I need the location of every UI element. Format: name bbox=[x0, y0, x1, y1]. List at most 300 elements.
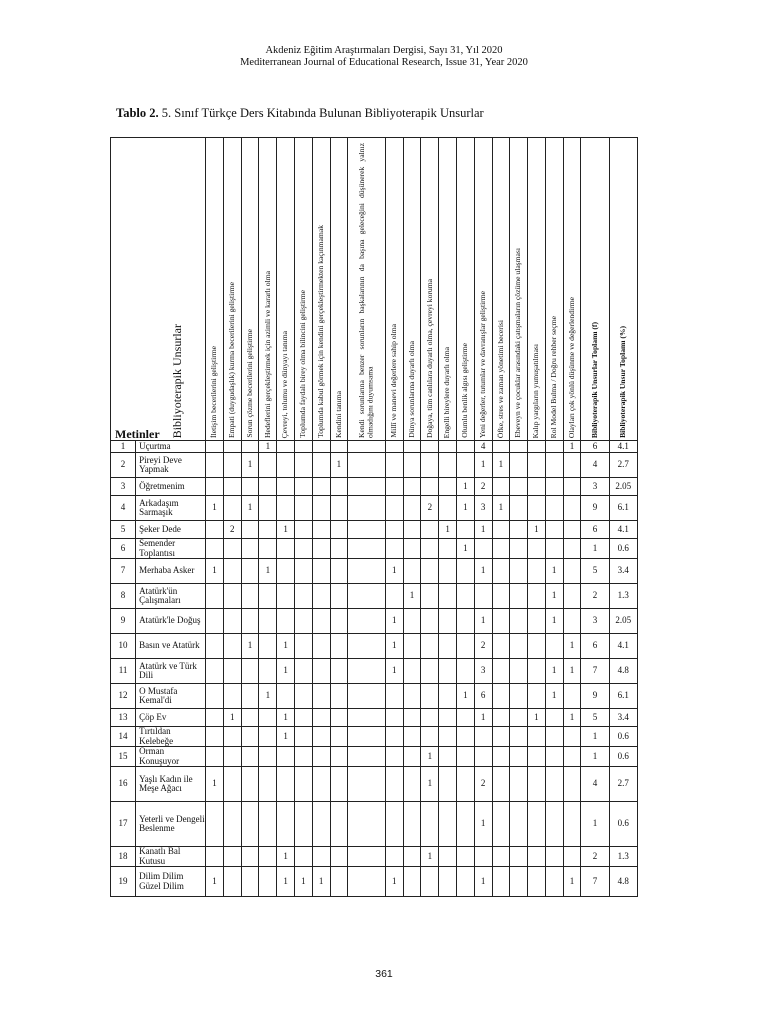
data-cell bbox=[385, 539, 403, 559]
data-cell bbox=[277, 767, 295, 802]
total-percent: 4.1 bbox=[609, 634, 637, 659]
table-row bbox=[111, 559, 638, 584]
column-header-4 bbox=[259, 138, 277, 441]
data-cell bbox=[294, 709, 312, 727]
column-header-label: Toplumda kabul görmek için kendini gerçekleştirmekten kaçınmamak bbox=[315, 225, 325, 438]
column-header-label: Dünya sorunlarına duyarlı olma bbox=[406, 341, 416, 438]
data-cell bbox=[330, 441, 348, 453]
data-cell bbox=[456, 453, 474, 478]
data-cell: 1 bbox=[563, 867, 581, 897]
data-cell bbox=[563, 727, 581, 747]
data-cell bbox=[456, 727, 474, 747]
data-cell bbox=[510, 847, 528, 867]
column-header-label: Kendi sorunlarına benzer sorunların başkalarının da başına geleceğini düşünerek yalnız olmadığını duyumsama bbox=[356, 143, 375, 438]
data-cell bbox=[456, 747, 474, 767]
data-cell bbox=[312, 709, 330, 727]
data-cell bbox=[277, 496, 295, 521]
data-cell bbox=[223, 496, 241, 521]
data-cell bbox=[439, 727, 457, 747]
data-cell: 1 bbox=[330, 453, 348, 478]
data-cell: 2 bbox=[421, 496, 439, 521]
column-header-label: Öfke, stres ve zaman yönetimi becerisi bbox=[495, 319, 505, 438]
data-cell bbox=[348, 767, 386, 802]
total-percent: 2.05 bbox=[609, 609, 637, 634]
data-cell bbox=[563, 539, 581, 559]
data-cell bbox=[348, 634, 386, 659]
column-header-13 bbox=[439, 138, 457, 441]
row-number: 11 bbox=[111, 659, 136, 684]
data-cell bbox=[223, 747, 241, 767]
data-cell bbox=[439, 441, 457, 453]
data-cell bbox=[348, 684, 386, 709]
data-cell: 1 bbox=[545, 659, 563, 684]
data-cell bbox=[510, 709, 528, 727]
text-title: Kanatlı Bal Kutusu bbox=[136, 847, 206, 867]
row-number: 13 bbox=[111, 709, 136, 727]
total-percent: 4.8 bbox=[609, 867, 637, 897]
data-cell bbox=[277, 441, 295, 453]
column-header-12 bbox=[421, 138, 439, 441]
data-cell bbox=[277, 684, 295, 709]
data-cell bbox=[277, 802, 295, 847]
data-cell bbox=[385, 847, 403, 867]
data-cell bbox=[510, 767, 528, 802]
column-header-label: Olumlu benlik algısı geliştirme bbox=[460, 343, 470, 438]
data-cell bbox=[545, 453, 563, 478]
column-header-label: Rol Model Bulma / Doğru rehber seçme bbox=[548, 315, 558, 438]
text-title: Uçurtma bbox=[136, 441, 206, 453]
data-cell bbox=[294, 659, 312, 684]
data-cell bbox=[456, 521, 474, 539]
data-cell bbox=[439, 684, 457, 709]
total-percent: 4.1 bbox=[609, 521, 637, 539]
data-cell bbox=[439, 559, 457, 584]
data-cell bbox=[277, 584, 295, 609]
data-cell: 1 bbox=[206, 559, 224, 584]
row-number: 2 bbox=[111, 453, 136, 478]
data-cell bbox=[241, 847, 259, 867]
column-header-21 bbox=[581, 138, 609, 441]
data-cell bbox=[456, 802, 474, 847]
data-cell bbox=[294, 441, 312, 453]
data-cell bbox=[206, 802, 224, 847]
total-percent: 4.8 bbox=[609, 659, 637, 684]
data-cell bbox=[223, 584, 241, 609]
data-cell: 1 bbox=[474, 559, 492, 584]
total-percent: 6.1 bbox=[609, 496, 637, 521]
data-cell: 1 bbox=[223, 709, 241, 727]
data-cell: 2 bbox=[223, 521, 241, 539]
data-cell bbox=[330, 847, 348, 867]
data-cell bbox=[294, 847, 312, 867]
data-cell bbox=[510, 453, 528, 478]
data-cell bbox=[223, 559, 241, 584]
data-cell bbox=[492, 802, 510, 847]
data-cell bbox=[241, 521, 259, 539]
total-percent: 0.6 bbox=[609, 539, 637, 559]
total-percent: 3.4 bbox=[609, 709, 637, 727]
column-header-3 bbox=[241, 138, 259, 441]
data-cell: 1 bbox=[563, 634, 581, 659]
data-cell bbox=[385, 802, 403, 847]
data-cell bbox=[545, 478, 563, 496]
data-cell: 1 bbox=[545, 684, 563, 709]
column-header-label: Toplumda faydalı birey olma bilincini geliştirme bbox=[298, 290, 308, 438]
data-cell bbox=[312, 747, 330, 767]
row-number: 12 bbox=[111, 684, 136, 709]
total-frequency: 6 bbox=[581, 441, 609, 453]
data-cell: 1 bbox=[563, 441, 581, 453]
data-cell bbox=[492, 727, 510, 747]
data-cell bbox=[385, 441, 403, 453]
data-cell bbox=[421, 867, 439, 897]
data-cell bbox=[563, 559, 581, 584]
data-cell bbox=[259, 867, 277, 897]
data-cell bbox=[348, 559, 386, 584]
data-cell bbox=[528, 684, 546, 709]
data-cell bbox=[439, 747, 457, 767]
data-cell bbox=[294, 747, 312, 767]
data-cell: 1 bbox=[421, 847, 439, 867]
data-cell bbox=[510, 684, 528, 709]
data-cell bbox=[403, 847, 421, 867]
data-cell: 1 bbox=[277, 847, 295, 867]
table-row bbox=[111, 634, 638, 659]
row-number: 19 bbox=[111, 867, 136, 897]
column-header-18 bbox=[528, 138, 546, 441]
row-number: 3 bbox=[111, 478, 136, 496]
data-cell bbox=[206, 727, 224, 747]
data-cell bbox=[474, 539, 492, 559]
data-cell bbox=[528, 634, 546, 659]
data-cell bbox=[510, 659, 528, 684]
column-header-22 bbox=[609, 138, 637, 441]
column-header-9 bbox=[348, 138, 386, 441]
data-cell bbox=[492, 478, 510, 496]
data-cell bbox=[563, 496, 581, 521]
row-header-label: Metinler bbox=[115, 426, 160, 441]
data-cell bbox=[439, 496, 457, 521]
data-cell bbox=[259, 584, 277, 609]
column-header-15 bbox=[474, 138, 492, 441]
data-cell: 1 bbox=[385, 609, 403, 634]
table-row bbox=[111, 847, 638, 867]
data-cell bbox=[330, 634, 348, 659]
data-cell: 1 bbox=[277, 867, 295, 897]
data-cell bbox=[421, 659, 439, 684]
data-cell bbox=[206, 478, 224, 496]
data-cell bbox=[385, 767, 403, 802]
data-cell bbox=[492, 521, 510, 539]
data-cell bbox=[330, 802, 348, 847]
bibliotherapy-table bbox=[110, 137, 638, 897]
data-cell bbox=[456, 634, 474, 659]
text-title: Atatürk'ün Çalışmaları bbox=[136, 584, 206, 609]
column-header-label: Doğaya, tüm canlılara duyarlı olma, çevreyi koruma bbox=[424, 279, 434, 438]
column-header-19 bbox=[545, 138, 563, 441]
data-cell bbox=[492, 709, 510, 727]
data-cell: 2 bbox=[474, 634, 492, 659]
data-cell bbox=[223, 847, 241, 867]
data-cell bbox=[421, 584, 439, 609]
data-cell bbox=[294, 496, 312, 521]
data-cell bbox=[259, 609, 277, 634]
data-cell bbox=[456, 767, 474, 802]
total-frequency: 1 bbox=[581, 802, 609, 847]
data-cell bbox=[403, 709, 421, 727]
data-cell bbox=[510, 609, 528, 634]
data-cell bbox=[421, 559, 439, 584]
data-cell bbox=[330, 709, 348, 727]
data-cell bbox=[492, 539, 510, 559]
data-cell bbox=[528, 609, 546, 634]
data-cell bbox=[456, 441, 474, 453]
total-frequency: 1 bbox=[581, 539, 609, 559]
column-header-16 bbox=[492, 138, 510, 441]
data-cell bbox=[259, 709, 277, 727]
data-cell bbox=[528, 496, 546, 521]
data-cell bbox=[456, 867, 474, 897]
data-cell bbox=[259, 747, 277, 767]
data-cell: 1 bbox=[206, 496, 224, 521]
data-cell bbox=[312, 847, 330, 867]
data-cell bbox=[563, 478, 581, 496]
data-cell bbox=[223, 453, 241, 478]
data-cell bbox=[348, 478, 386, 496]
data-cell bbox=[439, 453, 457, 478]
data-cell: 3 bbox=[474, 496, 492, 521]
data-cell bbox=[330, 609, 348, 634]
row-number: 16 bbox=[111, 767, 136, 802]
data-cell: 1 bbox=[545, 609, 563, 634]
data-cell bbox=[563, 767, 581, 802]
total-frequency: 6 bbox=[581, 521, 609, 539]
data-cell bbox=[348, 496, 386, 521]
column-header-5 bbox=[277, 138, 295, 441]
table-row bbox=[111, 802, 638, 847]
data-cell bbox=[403, 867, 421, 897]
text-title: Arkadaşım Sarmaşık bbox=[136, 496, 206, 521]
data-cell bbox=[223, 441, 241, 453]
data-cell bbox=[403, 634, 421, 659]
total-frequency: 1 bbox=[581, 727, 609, 747]
data-cell: 1 bbox=[277, 659, 295, 684]
text-title: Orman Konuşuyor bbox=[136, 747, 206, 767]
data-cell bbox=[206, 441, 224, 453]
text-title: Merhaba Asker bbox=[136, 559, 206, 584]
data-cell bbox=[241, 659, 259, 684]
total-percent: 2.7 bbox=[609, 453, 637, 478]
total-frequency: 6 bbox=[581, 634, 609, 659]
data-cell bbox=[277, 747, 295, 767]
data-cell: 1 bbox=[385, 634, 403, 659]
data-cell bbox=[294, 767, 312, 802]
data-cell bbox=[403, 453, 421, 478]
data-cell bbox=[312, 496, 330, 521]
data-cell bbox=[294, 521, 312, 539]
text-title: Öğretmenim bbox=[136, 478, 206, 496]
data-cell bbox=[330, 521, 348, 539]
data-cell bbox=[528, 747, 546, 767]
data-cell bbox=[348, 867, 386, 897]
column-header-6 bbox=[294, 138, 312, 441]
data-cell bbox=[492, 441, 510, 453]
data-cell bbox=[563, 684, 581, 709]
table-row bbox=[111, 767, 638, 802]
data-cell: 1 bbox=[474, 521, 492, 539]
total-percent: 0.6 bbox=[609, 747, 637, 767]
total-frequency: 9 bbox=[581, 496, 609, 521]
text-title: Tırtıldan Kelebeğe bbox=[136, 727, 206, 747]
data-cell: 1 bbox=[241, 453, 259, 478]
data-cell bbox=[241, 867, 259, 897]
data-cell bbox=[294, 727, 312, 747]
data-cell bbox=[439, 867, 457, 897]
row-number: 17 bbox=[111, 802, 136, 847]
text-title: Atatürk'le Doğuş bbox=[136, 609, 206, 634]
data-cell bbox=[545, 767, 563, 802]
data-cell bbox=[439, 584, 457, 609]
data-cell bbox=[528, 727, 546, 747]
data-cell: 1 bbox=[528, 709, 546, 727]
data-cell bbox=[277, 609, 295, 634]
data-cell: 1 bbox=[492, 453, 510, 478]
data-cell bbox=[545, 847, 563, 867]
data-cell bbox=[510, 478, 528, 496]
data-cell: 1 bbox=[277, 634, 295, 659]
data-cell bbox=[241, 767, 259, 802]
data-cell bbox=[545, 802, 563, 847]
data-cell bbox=[330, 767, 348, 802]
data-cell bbox=[456, 584, 474, 609]
data-cell: 1 bbox=[492, 496, 510, 521]
data-cell bbox=[439, 539, 457, 559]
data-cell bbox=[545, 521, 563, 539]
data-cell bbox=[492, 634, 510, 659]
row-number: 5 bbox=[111, 521, 136, 539]
data-cell bbox=[312, 453, 330, 478]
data-cell bbox=[421, 453, 439, 478]
data-cell bbox=[510, 584, 528, 609]
data-cell bbox=[330, 559, 348, 584]
column-header-14 bbox=[456, 138, 474, 441]
data-cell bbox=[206, 847, 224, 867]
data-cell bbox=[277, 559, 295, 584]
data-cell bbox=[385, 478, 403, 496]
data-cell bbox=[421, 539, 439, 559]
total-frequency: 1 bbox=[581, 747, 609, 767]
data-cell: 1 bbox=[528, 521, 546, 539]
data-cell bbox=[421, 521, 439, 539]
data-cell bbox=[421, 441, 439, 453]
corner-title: Bibliyoterapik Unsurlar bbox=[170, 323, 184, 438]
total-percent: 0.6 bbox=[609, 802, 637, 847]
data-cell bbox=[206, 584, 224, 609]
data-cell bbox=[510, 496, 528, 521]
text-title: Pireyi Deve Yapmak bbox=[136, 453, 206, 478]
row-number: 6 bbox=[111, 539, 136, 559]
data-cell bbox=[403, 478, 421, 496]
data-cell bbox=[330, 684, 348, 709]
data-cell bbox=[277, 453, 295, 478]
data-cell bbox=[403, 609, 421, 634]
data-cell bbox=[259, 496, 277, 521]
data-cell bbox=[545, 727, 563, 747]
data-cell bbox=[403, 727, 421, 747]
data-cell: 3 bbox=[474, 659, 492, 684]
data-cell bbox=[206, 634, 224, 659]
data-cell bbox=[385, 453, 403, 478]
row-number: 15 bbox=[111, 747, 136, 767]
data-cell bbox=[312, 609, 330, 634]
data-cell: 1 bbox=[474, 609, 492, 634]
data-cell bbox=[348, 709, 386, 727]
data-cell bbox=[492, 867, 510, 897]
data-cell: 1 bbox=[277, 727, 295, 747]
data-cell bbox=[312, 539, 330, 559]
column-header-label: Olayları çok yönlü düşünme ve değerlendirme bbox=[566, 296, 576, 438]
data-cell bbox=[403, 496, 421, 521]
data-cell: 6 bbox=[474, 684, 492, 709]
data-cell bbox=[528, 867, 546, 897]
data-cell bbox=[545, 496, 563, 521]
data-cell bbox=[259, 634, 277, 659]
data-cell bbox=[545, 709, 563, 727]
data-cell: 1 bbox=[277, 709, 295, 727]
data-cell bbox=[294, 684, 312, 709]
data-cell bbox=[528, 559, 546, 584]
column-header-2 bbox=[223, 138, 241, 441]
data-cell bbox=[241, 684, 259, 709]
data-cell bbox=[510, 539, 528, 559]
data-cell bbox=[330, 478, 348, 496]
row-number: 9 bbox=[111, 609, 136, 634]
total-frequency: 2 bbox=[581, 847, 609, 867]
row-number: 10 bbox=[111, 634, 136, 659]
data-cell bbox=[294, 453, 312, 478]
journal-header-tr: Akdeniz Eğitim Araştırmaları Dergisi, Sayı 31, Yıl 2020 bbox=[265, 45, 503, 56]
data-cell bbox=[545, 867, 563, 897]
data-cell bbox=[421, 709, 439, 727]
data-cell bbox=[563, 609, 581, 634]
data-cell bbox=[312, 767, 330, 802]
data-cell bbox=[277, 539, 295, 559]
data-cell bbox=[223, 634, 241, 659]
data-cell bbox=[403, 521, 421, 539]
data-cell bbox=[385, 684, 403, 709]
data-cell: 1 bbox=[545, 559, 563, 584]
total-frequency: 7 bbox=[581, 659, 609, 684]
data-cell bbox=[348, 453, 386, 478]
total-frequency: 5 bbox=[581, 709, 609, 727]
total-frequency: 9 bbox=[581, 684, 609, 709]
data-cell bbox=[510, 867, 528, 897]
data-cell: 1 bbox=[421, 747, 439, 767]
text-title: Yaşlı Kadın ile Meşe Ağacı bbox=[136, 767, 206, 802]
data-cell bbox=[563, 453, 581, 478]
column-header-label: Yeni değerler, tutumlar ve davranışlar geliştirme bbox=[477, 291, 487, 438]
data-cell bbox=[474, 727, 492, 747]
data-cell bbox=[510, 441, 528, 453]
data-cell bbox=[403, 659, 421, 684]
data-cell bbox=[545, 539, 563, 559]
data-cell bbox=[403, 684, 421, 709]
data-cell bbox=[241, 802, 259, 847]
data-cell bbox=[510, 521, 528, 539]
total-percent: 6.1 bbox=[609, 684, 637, 709]
data-cell bbox=[385, 584, 403, 609]
data-cell bbox=[439, 634, 457, 659]
